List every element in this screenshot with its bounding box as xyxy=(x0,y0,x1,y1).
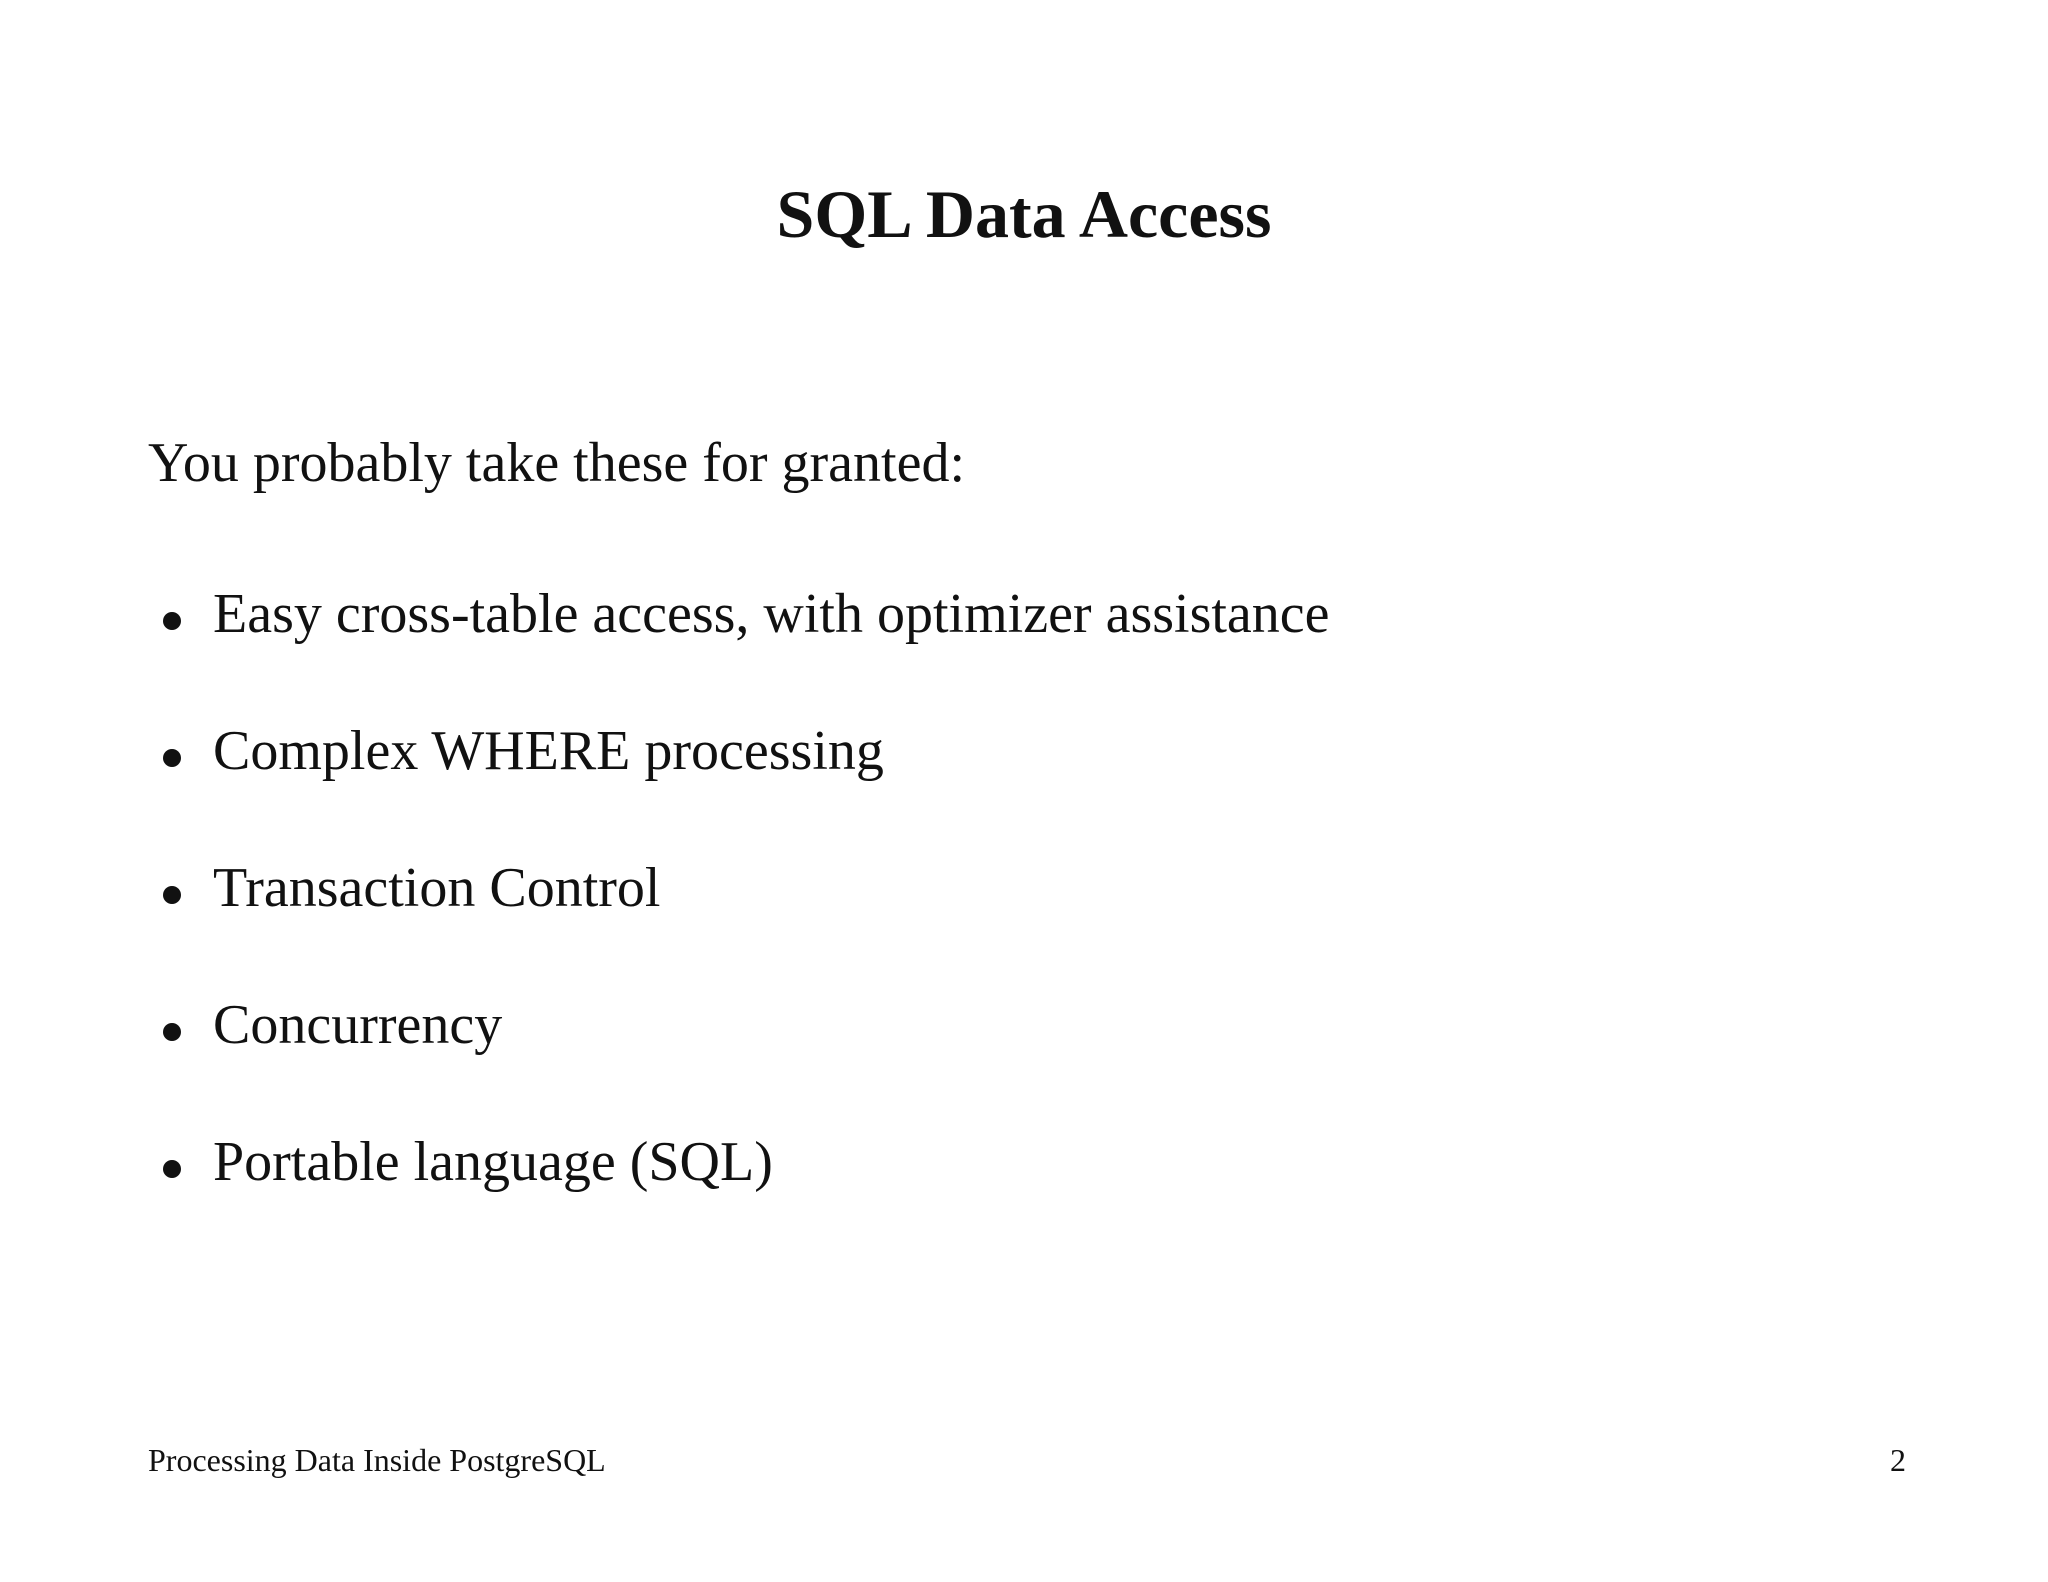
bullet-icon xyxy=(163,749,181,767)
bullet-text: Complex WHERE processing xyxy=(213,720,884,782)
bullet-item xyxy=(148,848,1330,985)
bullet-item xyxy=(148,574,1330,711)
intro-text: You probably take these for granted: xyxy=(148,432,966,494)
footer-page-number: 2 xyxy=(1890,1442,1906,1478)
bullet-icon xyxy=(163,886,181,904)
bullet-item xyxy=(148,1122,1330,1259)
bullet-icon xyxy=(163,612,181,630)
bullet-item xyxy=(148,985,1330,1122)
bullet-text: Concurrency xyxy=(213,994,503,1056)
footer-presentation-title: Processing Data Inside PostgreSQL xyxy=(148,1442,606,1478)
bullet-text: Portable language (SQL) xyxy=(213,1131,773,1193)
bullet-item xyxy=(148,711,1330,848)
bullet-text: Easy cross-table access, with optimizer assistance xyxy=(213,583,1330,645)
bullet-icon xyxy=(163,1023,181,1041)
bullet-list xyxy=(148,574,1330,1259)
bullet-text: Transaction Control xyxy=(213,857,661,919)
slide-title: SQL Data Access xyxy=(776,176,1272,252)
bullet-icon xyxy=(163,1160,181,1178)
